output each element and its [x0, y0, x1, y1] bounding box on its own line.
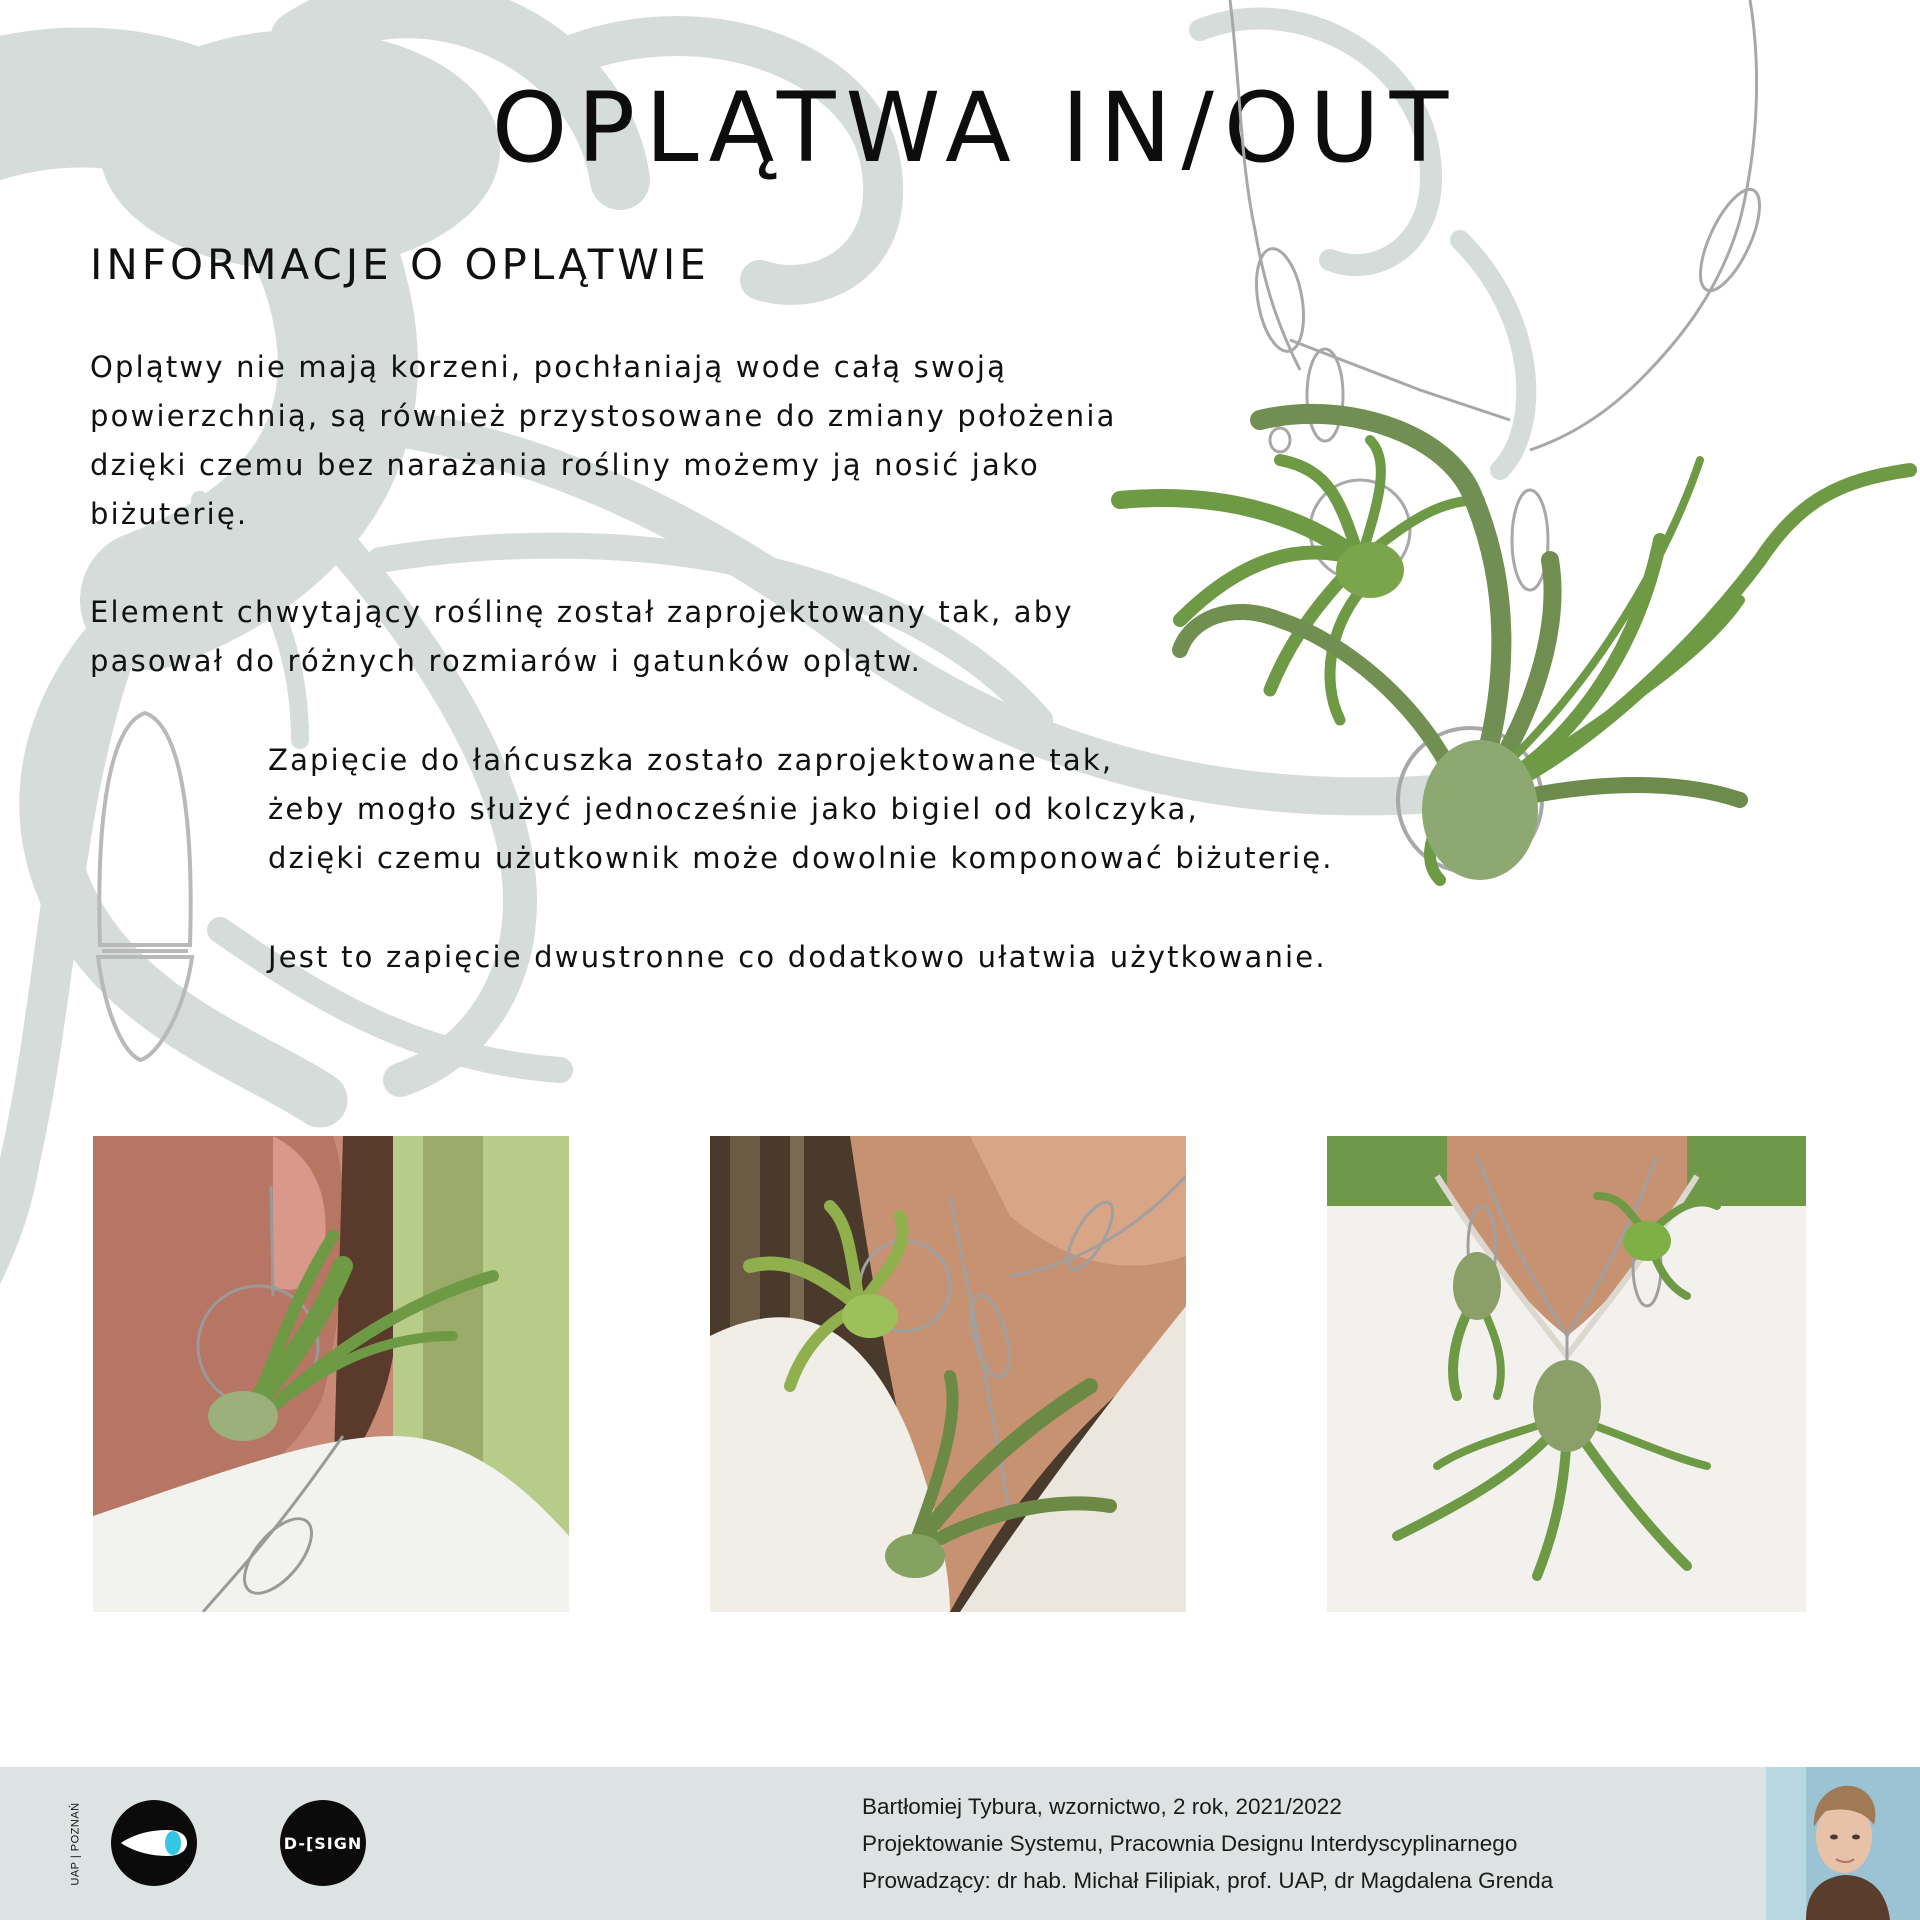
page-title: OPLĄTWA IN/OUT [491, 72, 1459, 184]
design-logo [280, 1800, 366, 1886]
design-logo-text: D-[SIGN [283, 1833, 363, 1853]
paragraph-double-sided-clasp [268, 933, 1468, 982]
text-line: dzięki czemu użutkownik może dowolnie komponować biżuterię. [268, 841, 1334, 875]
section-heading: INFORMACJE O OPLĄTWIE [90, 240, 710, 289]
credits-line: Prowadzący: dr hab. Michał Filipiak, prof. UAP, dr Magdalena Grenda [862, 1868, 1554, 1893]
text-line: Oplątwy nie mają korzeni, pochłaniają wode całą swoją [90, 350, 1008, 384]
paragraph-about-air-plants [90, 343, 1140, 539]
credits-line: Projektowanie Systemu, Pracownia Designu Interdyscyplinarnego [862, 1831, 1518, 1856]
uap-poznan-label [64, 1802, 84, 1888]
photo-necklace-side [710, 1136, 1186, 1612]
clasp-illustration [90, 705, 200, 1075]
uap-poznan-text: UAP | POZNAŃ [69, 1802, 82, 1886]
credits-block [862, 1788, 1553, 1899]
hero-air-plant-necklace-image [1040, 0, 1920, 900]
uap-logo-icon [111, 1800, 197, 1886]
paragraph-gripping-element [90, 588, 1140, 686]
text-line: Element chwytający roślinę został zaprojektowany tak, aby [90, 595, 1074, 629]
text-line: Jest to zapięcie dwustronne co dodatkowo ułatwia użytkowanie. [268, 940, 1327, 974]
text-line: pasował do różnych rozmiarów i gatunków oplątw. [90, 644, 923, 678]
photo-necklace-front [1327, 1136, 1806, 1612]
author-portrait-image [1766, 1767, 1920, 1920]
photo-earring [93, 1136, 569, 1612]
text-line: dzięki czemu bez narażania rośliny możemy ją nosić jako [90, 448, 1040, 482]
text-line: żeby mogło służyć jednocześnie jako bigiel od kolczyka, [268, 792, 1199, 826]
text-line: Zapięcie do łańcuszka zostało zaprojektowane tak, [268, 743, 1114, 777]
text-line: powierzchnią, są również przystosowane do zmiany położenia [90, 399, 1117, 433]
text-line: biżuterię. [90, 497, 249, 531]
credits-line: Bartłomiej Tybura, wzornictwo, 2 rok, 2021/2022 [862, 1794, 1342, 1819]
